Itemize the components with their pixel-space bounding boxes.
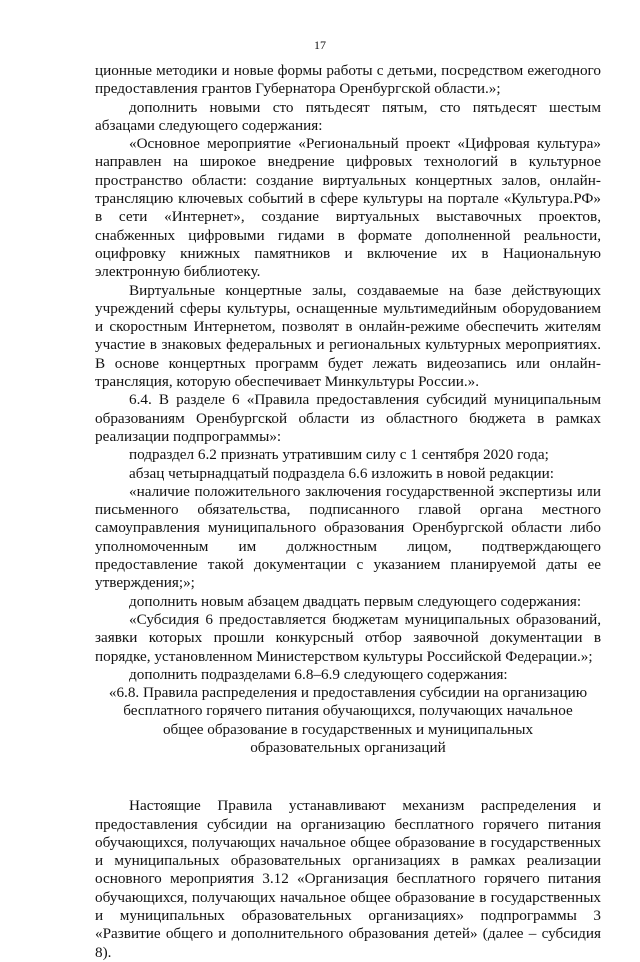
document-body [95,62,601,962]
paragraph-amendment-abzacy: дополнить новыми сто пятьдесят пятым, сто пятьдесят шестым абзацами следующего содержания: [95,98,601,134]
paragraph-abzac-6-6: абзац четырнадцатый подраздела 6.6 изложить в новой редакции: [129,464,554,482]
paragraph-virtual-concert-halls: Виртуальные концертные залы, создаваемые на базе действующих учреждений сферы культуры, оснащенные мультимедийным оборудованием и скоростным Интернетом, позволят в онлайн-режиме обеспечить жителям участие в знаковых федеральных и региональных культурных мероприятиях. В основе концертных программ будет лежать видеозапись или онлайн-трансляция, которую обеспечивает Минкультуры России.». [95,281,601,391]
paragraph-section-6-4: 6.4. В разделе 6 «Правила предоставления субсидий муниципальным образованиям Оренбургской области из областного бюджета в рамках реализации подпрограммы»: [95,391,601,445]
section-heading-6-8: «6.8. Правила распределения и предоставления субсидии на организацию бесплатного горячего питания обучающихся, получающих начальное общее образование в государственных и муниципальных образовательных организаций [108,684,588,756]
paragraph-subsidy-6: «Субсидия 6 предоставляется бюджетам муниципальных образований, заявки которых прошли конкурсный отбор заявочной документации в порядке, установленном Министерством культуры Российской Федерации.»; [95,610,601,665]
paragraph-expertise: «наличие положительного заключения государственной экспертизы или письменного обязательства, подписанного главой органа местного самоуправления муниципального образования Оренбургской области либо уполномоченным им должностным лицом, подтверждающего предоставление такой документации с указанием планируемой даты ее утверждения;»; [95,482,601,592]
paragraph-continuation: ционные методики и новые формы работы с детьми, посредством ежегодного предоставления грантов Губернатора Оренбургской области.»; [95,62,601,98]
paragraph-subsection-6-2: подраздел 6.2 признать утратившим силу с 1 сентября 2020 года; [129,446,549,464]
paragraph-new-abzac: дополнить новым абзацем двадцать первым следующего содержания: [129,592,582,610]
page-number: 17 [314,38,326,52]
paragraph-add-subsections: дополнить подразделами 6.8–6.9 следующего содержания: [129,665,508,683]
paragraph-digital-culture: «Основное мероприятие «Региональный проект «Цифровая культура» направлен на широкое внедрение цифровых технологий в культурное пространство области: создание виртуальных концертных залов, онлайн-трансляцию ключевых событий в сфере культуры на портале «Культура.РФ» в сети «Интернет», создание виртуальных выставочных проектов, снабженных цифровыми гидами в формате дополненной реальности, оцифровку книжных памятников и включение их в Национальную электронную библиотеку. [95,135,601,281]
paragraph-rules-intro: Настоящие Правила устанавливают механизм распределения и предоставления субсидии на организацию бесплатного горячего питания обучающихся, получающих начальное общее образование в государственных и муниципальных образовательных организациях в рамках реализации основного мероприятия 3.12 «Организация бесплатного горячего питания обучающихся, получающих начальное общее образование в государственных и муниципальных образовательных организациях» подпрограммы 3 «Развитие общего и дополнительного образования детей» (далее – субсидия 8). [95,797,601,961]
